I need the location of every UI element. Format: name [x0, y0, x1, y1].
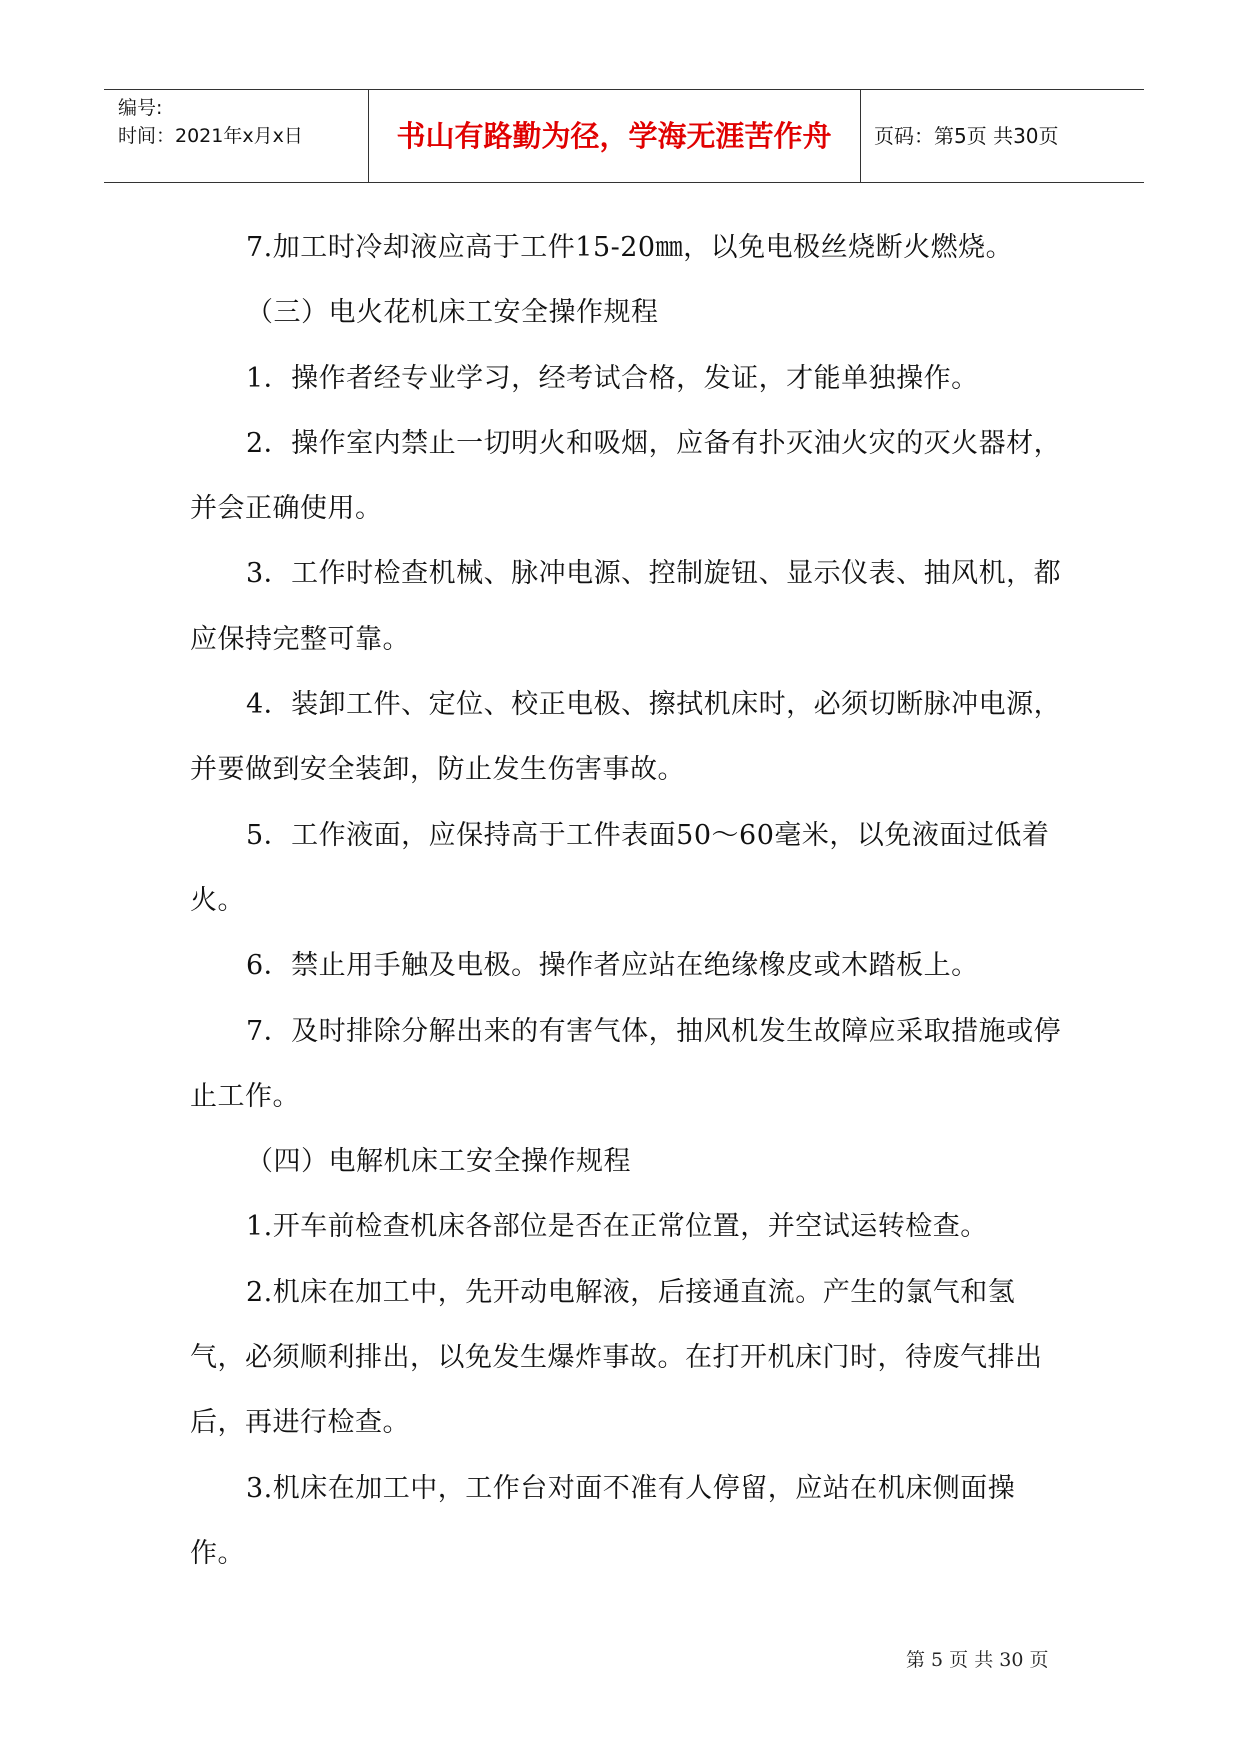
header-left-cell	[118, 94, 303, 150]
page-header	[104, 89, 1144, 183]
header-motto: 书山有路勤为径，学海无涯苦作舟	[396, 119, 832, 153]
page-footer-number: 第 5 页 共 30 页	[906, 1649, 1049, 1671]
paragraph: 3.机床在加工中，工作台对面不准有人停留，应站在机床侧面操作。	[190, 1472, 1016, 1569]
header-page-info: 页码：第5页 共30页	[874, 124, 1059, 148]
paragraph: 1.开车前检查机床各部位是否在正常位置，并空试运转检查。	[246, 1211, 988, 1243]
paragraph: 7．及时排除分解出来的有害气体，抽风机发生故障应采取措施或停止工作。	[190, 1015, 1062, 1112]
paragraph: 3．工作时检查机械、脉冲电源、控制旋钮、显示仪表、抽风机，都应保持完整可靠。	[190, 558, 1062, 655]
paragraph: 7.加工时冷却液应高于工件15-20㎜，以免电极丝烧断火燃烧。	[246, 232, 1014, 263]
document-body	[190, 215, 1070, 1586]
section-heading: （三）电火花机床工安全操作规程	[246, 297, 659, 329]
paragraph: 6．禁止用手触及电极。操作者应站在绝缘橡皮或木踏板上。	[246, 950, 979, 982]
paragraph: 4．装卸工件、定位、校正电极、擦拭机床时，必须切断脉冲电源，并要做到安全装卸，防止发生伤害事故。	[190, 689, 1062, 786]
header-divider-right	[860, 90, 861, 182]
header-divider-left	[368, 90, 369, 182]
paragraph: 5．工作液面，应保持高于工件表面50～60毫米，以免液面过低着火。	[190, 819, 1050, 916]
section-heading: （四）电解机床工安全操作规程	[246, 1146, 631, 1178]
document-number-label: 编号:	[118, 97, 163, 119]
paragraph: 2.机床在加工中，先开动电解液，后接通直流。产生的氯气和氢气，必须顺利排出，以免发生爆炸事故。在打开机床门时，待废气排出后，再进行检查。	[190, 1276, 1043, 1439]
paragraph: 1．操作者经专业学习，经考试合格，发证，才能单独操作。	[246, 362, 979, 394]
document-time: 时间：2021年x月x日	[118, 125, 303, 147]
paragraph: 2．操作室内禁止一切明火和吸烟，应备有扑灭油火灾的灭火器材，并会正确使用。	[190, 427, 1062, 525]
